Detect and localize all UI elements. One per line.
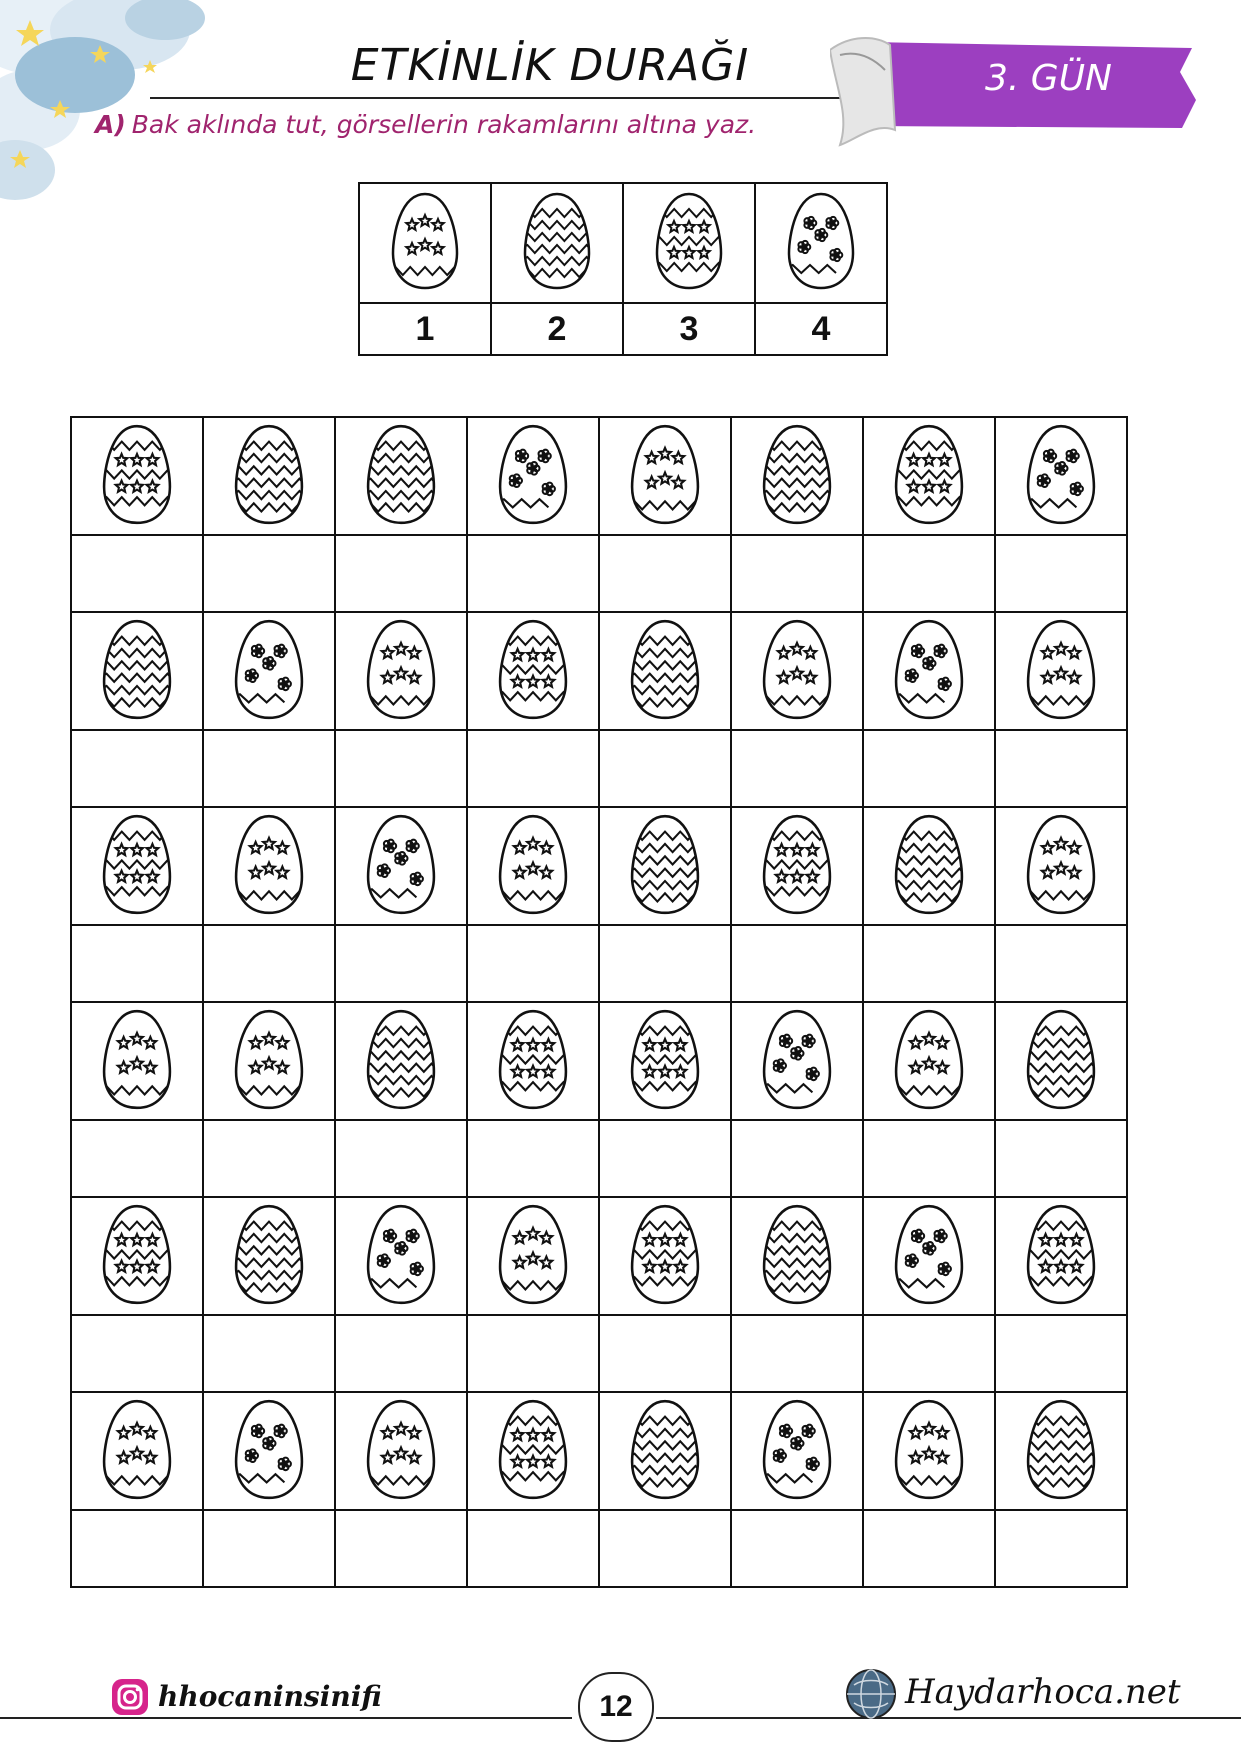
egg-cell — [599, 417, 731, 535]
egg-cell — [335, 612, 467, 730]
egg-flowers-icon — [497, 423, 569, 526]
egg-zigzag-icon — [629, 618, 701, 721]
key-cell-1 — [359, 183, 491, 303]
answer-cell[interactable] — [731, 1510, 863, 1587]
egg-stars-zigzag-icon — [629, 1008, 701, 1111]
egg-cell — [863, 612, 995, 730]
answer-cell[interactable] — [203, 1510, 335, 1587]
egg-stars-icon — [761, 618, 833, 721]
egg-flowers-icon — [893, 1203, 965, 1306]
egg-cell — [863, 807, 995, 925]
egg-stars-zigzag-icon — [497, 618, 569, 721]
egg-stars-zigzag-icon — [629, 1203, 701, 1306]
answer-cell[interactable] — [995, 925, 1127, 1002]
egg-flowers-icon — [233, 1398, 305, 1501]
egg-flowers-icon — [761, 1008, 833, 1111]
answer-cell[interactable] — [71, 1120, 203, 1197]
egg-cell — [71, 417, 203, 535]
answer-cell[interactable] — [863, 535, 995, 612]
egg-stars-icon — [497, 1203, 569, 1306]
egg-row — [71, 1392, 1127, 1510]
egg-stars-zigzag-icon — [654, 191, 724, 291]
egg-cell — [863, 1392, 995, 1510]
egg-cell — [335, 807, 467, 925]
answer-cell[interactable] — [599, 1510, 731, 1587]
answer-cell[interactable] — [995, 1510, 1127, 1587]
answer-cell[interactable] — [467, 1510, 599, 1587]
answer-cell[interactable] — [335, 1120, 467, 1197]
key-cell-4 — [755, 183, 887, 303]
egg-zigzag-icon — [522, 191, 592, 291]
answer-cell[interactable] — [203, 925, 335, 1002]
answer-cell[interactable] — [731, 925, 863, 1002]
egg-stars-icon — [629, 423, 701, 526]
answer-cell[interactable] — [467, 535, 599, 612]
egg-cell — [467, 1197, 599, 1315]
answer-cell[interactable] — [335, 925, 467, 1002]
egg-cell — [863, 1002, 995, 1120]
instruction — [95, 110, 756, 139]
answer-row — [71, 1510, 1127, 1587]
egg-zigzag-icon — [365, 423, 437, 526]
egg-stars-icon — [233, 813, 305, 916]
page-title: ETKİNLİK DURAĞI — [350, 40, 750, 91]
egg-cell — [599, 1197, 731, 1315]
egg-stars-zigzag-icon — [893, 423, 965, 526]
egg-flowers-icon — [786, 191, 856, 291]
day-label: 3. GÜN — [985, 58, 1112, 99]
egg-cell — [71, 1197, 203, 1315]
answer-cell[interactable] — [863, 1315, 995, 1392]
answer-cell[interactable] — [203, 730, 335, 807]
answer-cell[interactable] — [203, 1120, 335, 1197]
egg-stars-zigzag-icon — [101, 813, 173, 916]
egg-cell — [995, 1392, 1127, 1510]
egg-cell — [71, 807, 203, 925]
answer-cell[interactable] — [599, 1315, 731, 1392]
egg-cell — [731, 1197, 863, 1315]
egg-cell — [995, 1197, 1127, 1315]
title-underline — [150, 97, 870, 99]
egg-zigzag-icon — [1025, 1398, 1097, 1501]
egg-stars-icon — [497, 813, 569, 916]
egg-cell — [731, 807, 863, 925]
answer-cell[interactable] — [731, 730, 863, 807]
egg-cell — [599, 1002, 731, 1120]
egg-stars-icon — [1025, 813, 1097, 916]
answer-cell[interactable] — [71, 1510, 203, 1587]
answer-row — [71, 925, 1127, 1002]
egg-cell — [731, 612, 863, 730]
answer-cell[interactable] — [335, 730, 467, 807]
egg-zigzag-icon — [629, 813, 701, 916]
egg-flowers-icon — [1025, 423, 1097, 526]
egg-stars-icon — [390, 191, 460, 291]
egg-cell — [335, 1002, 467, 1120]
egg-cell — [71, 1392, 203, 1510]
egg-cell — [335, 1197, 467, 1315]
instruction-text: Bak aklında tut, görsellerin rakamlarını altına yaz. — [131, 110, 757, 139]
egg-row — [71, 417, 1127, 535]
egg-cell — [731, 1392, 863, 1510]
egg-stars-icon — [365, 618, 437, 721]
egg-row — [71, 807, 1127, 925]
egg-flowers-icon — [761, 1398, 833, 1501]
answer-cell[interactable] — [467, 730, 599, 807]
egg-cell — [599, 1392, 731, 1510]
egg-zigzag-icon — [761, 423, 833, 526]
answer-cell[interactable] — [995, 535, 1127, 612]
egg-stars-icon — [101, 1398, 173, 1501]
footer-rule-left — [0, 1717, 572, 1719]
egg-cell — [863, 1197, 995, 1315]
egg-cell — [335, 1392, 467, 1510]
key-number-1: 1 — [359, 303, 491, 355]
egg-zigzag-icon — [1025, 1008, 1097, 1111]
egg-cell — [467, 417, 599, 535]
egg-cell — [599, 807, 731, 925]
egg-zigzag-icon — [761, 1203, 833, 1306]
egg-stars-zigzag-icon — [761, 813, 833, 916]
key-number-2: 2 — [491, 303, 623, 355]
answer-cell[interactable] — [731, 535, 863, 612]
answer-cell[interactable] — [335, 1510, 467, 1587]
egg-stars-icon — [893, 1398, 965, 1501]
answer-row — [71, 535, 1127, 612]
egg-cell — [203, 417, 335, 535]
key-cell-2 — [491, 183, 623, 303]
answer-cell[interactable] — [731, 1315, 863, 1392]
answer-cell[interactable] — [203, 535, 335, 612]
egg-zigzag-icon — [893, 813, 965, 916]
answer-cell[interactable] — [863, 1510, 995, 1587]
egg-stars-icon — [1025, 618, 1097, 721]
instagram-icon — [110, 1677, 150, 1717]
egg-cell — [863, 417, 995, 535]
egg-cell — [467, 1002, 599, 1120]
instagram-handle: hhocaninsinifi — [158, 1680, 382, 1713]
egg-cell — [203, 1002, 335, 1120]
answer-cell[interactable] — [863, 730, 995, 807]
egg-cell — [71, 612, 203, 730]
answer-cell[interactable] — [71, 535, 203, 612]
egg-flowers-icon — [365, 1203, 437, 1306]
egg-row — [71, 1002, 1127, 1120]
egg-stars-zigzag-icon — [101, 423, 173, 526]
egg-row — [71, 1197, 1127, 1315]
answer-cell[interactable] — [995, 730, 1127, 807]
egg-zigzag-icon — [233, 423, 305, 526]
answer-cell[interactable] — [995, 1315, 1127, 1392]
egg-flowers-icon — [233, 618, 305, 721]
answer-cell[interactable] — [599, 1120, 731, 1197]
egg-zigzag-icon — [233, 1203, 305, 1306]
answer-cell[interactable] — [599, 535, 731, 612]
egg-cell — [467, 612, 599, 730]
answer-grid — [70, 416, 1128, 1588]
answer-cell[interactable] — [995, 1120, 1127, 1197]
key-table — [358, 182, 888, 356]
egg-cell — [467, 1392, 599, 1510]
egg-cell — [995, 807, 1127, 925]
answer-cell[interactable] — [599, 925, 731, 1002]
answer-cell[interactable] — [467, 1120, 599, 1197]
answer-cell[interactable] — [599, 730, 731, 807]
answer-cell[interactable] — [863, 1120, 995, 1197]
egg-stars-zigzag-icon — [1025, 1203, 1097, 1306]
egg-stars-icon — [365, 1398, 437, 1501]
answer-cell[interactable] — [203, 1315, 335, 1392]
egg-cell — [203, 1197, 335, 1315]
answer-cell[interactable] — [71, 730, 203, 807]
answer-row — [71, 1315, 1127, 1392]
egg-stars-icon — [101, 1008, 173, 1111]
egg-stars-zigzag-icon — [497, 1008, 569, 1111]
answer-cell[interactable] — [71, 925, 203, 1002]
egg-cell — [71, 1002, 203, 1120]
answer-cell[interactable] — [863, 925, 995, 1002]
answer-cell[interactable] — [335, 535, 467, 612]
corner-cloud-decoration — [0, 0, 215, 215]
answer-cell[interactable] — [467, 925, 599, 1002]
egg-stars-zigzag-icon — [497, 1398, 569, 1501]
egg-cell — [995, 1002, 1127, 1120]
key-cell-3 — [623, 183, 755, 303]
egg-stars-zigzag-icon — [101, 1203, 173, 1306]
site-name: Haydarhoca.net — [905, 1672, 1181, 1712]
egg-cell — [731, 417, 863, 535]
egg-cell — [335, 417, 467, 535]
egg-stars-icon — [233, 1008, 305, 1111]
egg-cell — [467, 807, 599, 925]
egg-zigzag-icon — [101, 618, 173, 721]
egg-cell — [599, 612, 731, 730]
egg-row — [71, 612, 1127, 730]
egg-cell — [203, 1392, 335, 1510]
egg-cell — [995, 417, 1127, 535]
answer-cell[interactable] — [71, 1315, 203, 1392]
answer-cell[interactable] — [467, 1315, 599, 1392]
page-number: 12 — [578, 1672, 654, 1742]
egg-zigzag-icon — [365, 1008, 437, 1111]
egg-stars-icon — [893, 1008, 965, 1111]
footer-rule-right — [656, 1717, 1241, 1719]
egg-cell — [203, 612, 335, 730]
key-number-4: 4 — [755, 303, 887, 355]
egg-cell — [203, 807, 335, 925]
answer-row — [71, 730, 1127, 807]
instruction-letter: A) — [95, 110, 126, 139]
answer-cell[interactable] — [731, 1120, 863, 1197]
egg-flowers-icon — [893, 618, 965, 721]
egg-zigzag-icon — [629, 1398, 701, 1501]
answer-cell[interactable] — [335, 1315, 467, 1392]
globe-icon — [842, 1665, 900, 1723]
egg-cell — [731, 1002, 863, 1120]
egg-cell — [995, 612, 1127, 730]
key-number-3: 3 — [623, 303, 755, 355]
answer-row — [71, 1120, 1127, 1197]
egg-flowers-icon — [365, 813, 437, 916]
